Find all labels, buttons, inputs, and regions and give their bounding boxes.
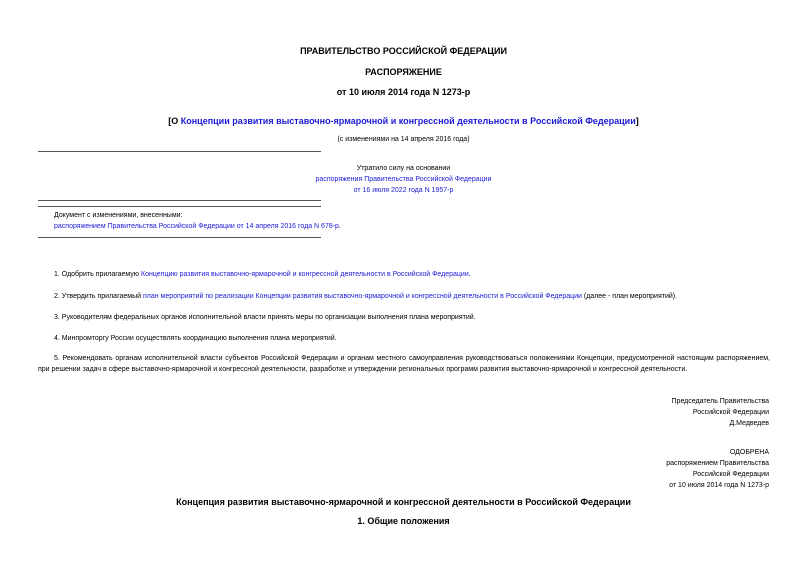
p1-concept-link[interactable]: Концепцию развития выставочно-ярмарочной и конгрессной деятельности в Российской Федерации [141,271,469,278]
void-notice-text: Утратило силу на основании [356,165,451,172]
document-title [0,116,807,127]
changes-label: Документ с изменениями, внесенными: [54,212,183,219]
approval-block [560,447,769,491]
paragraph-1 [38,269,770,280]
paragraph-5: 5. Рекомендовать органам исполнительной власти субъектов Российской Федерации и органам местного самоуправления руководствоваться положениями Концепции, предусмотренной настоящим распоряжением, при решении задач в сфере выставочно-ярмарочной и конгрессной деятельности, разработке и утверждении региональных программ развития выставочно-ярмарочной и конгрессной деятельности. [38,355,770,373]
document-type: РАСПОРЯЖЕНИЕ [365,67,442,77]
amendments-note: (с изменениями на 14 апреля 2016 года) [337,136,470,143]
signature-name: Д.Медведев [729,420,769,427]
void-notice-link-2[interactable]: от 16 июля 2022 года N 1957-р [353,187,454,194]
signature-country: Российской Федерации [692,409,769,416]
signature-position: Председатель Правительства [671,398,769,405]
approval-line-4: от 10 июля 2014 года N 1273-р [669,482,769,489]
divider-1 [38,151,321,152]
divider-2 [38,200,321,201]
p2-after: (далее - план мероприятий). [581,293,678,300]
p2-before: 2. Утвердить прилагаемый [54,293,143,300]
title-open-bracket: [О [168,116,181,126]
p1-before: 1. Одобрить прилагаемую [54,271,142,278]
approval-line-3: Российской Федерации [692,471,769,478]
p2-plan-link[interactable]: план мероприятий по реализации Концепции развития выставочно-ярмарочной и конгрессной деятельности в Российской Федерации [142,293,582,300]
paragraph-4: 4. Минпромторгу России осуществлять координацию выполнения плана мероприятий. [54,335,337,342]
changes-link[interactable]: распоряжением Правительства Российской Федерации от 14 апреля 2016 года N 678-р [54,223,339,230]
changes-suffix: . [338,223,341,230]
title-close-bracket: ] [635,116,639,126]
signature-block [560,396,769,429]
paragraph-2 [38,291,770,302]
document-date: от 10 июля 2014 года N 1273-р [336,87,471,97]
approval-heading: ОДОБРЕНА [729,449,769,456]
concept-title: Концепция развития выставочно-ярмарочной и конгрессной деятельности в Российской Федерации [176,497,631,507]
divider-3 [38,206,321,207]
paragraph-3: 3. Руководителям федеральных органов исполнительной власти принять меры по организации выполнения плана мероприятий. [54,314,476,321]
changes-reference [54,221,341,232]
section-heading: 1. Общие положения [357,516,450,526]
approval-line-2: распоряжением Правительства [666,460,769,467]
p1-after: . [468,271,471,278]
void-notice-link-1[interactable]: распоряжения Правительства Российской Федерации [315,176,492,183]
title-link[interactable]: Концепции развития выставочно-ярмарочной и конгрессной деятельности в Российской Федерации [180,116,636,126]
divider-4 [38,237,321,238]
government-title: ПРАВИТЕЛЬСТВО РОССИЙСКОЙ ФЕДЕРАЦИИ [300,46,507,56]
